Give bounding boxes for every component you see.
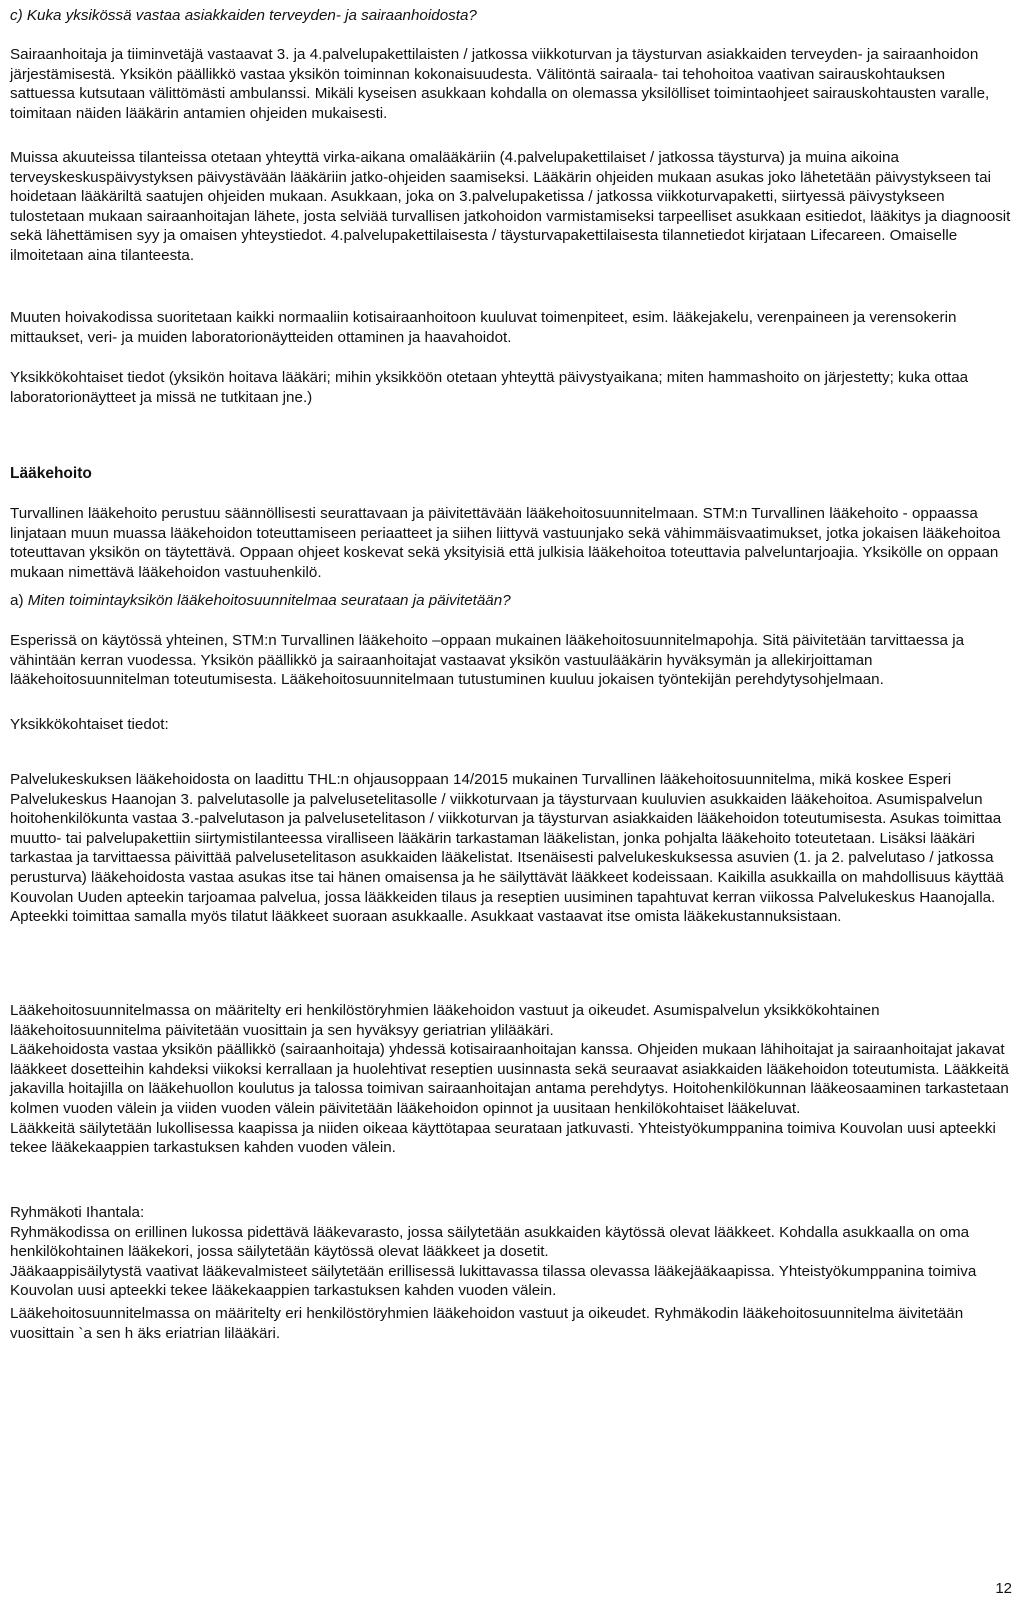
- question-a-text: Miten toimintayksikön lääkehoitosuunnitelmaa seurataan ja päivitetään?: [27, 592, 511, 609]
- paragraph-10-line-2: Ryhmäkodissa on erillinen lukossa pidettävä lääkevarasto, jossa säilytetään asukkaiden käytössä olevat lääkkeet. Kohdalla asukkaalla on oma henkilökohtainen lääkekori, jossa säilytetään käytössä olevat lääkkeet ja dosetit.: [10, 1223, 970, 1261]
- section-heading: Lääkehoito: [10, 465, 92, 482]
- paragraph-9-line-2: Lääkehoidosta vastaa yksikön päällikkö (sairaanhoitaja) yhdessä kotisairaanhoitajan kanssa. Ohjeiden mukaan lähihoitajat ja sairaanhoitajat jakavat lääkkeet dosetteihin kahdeksi viikoksi kerrallaan ja huolehtivat reseptien uusinnasta sekä seuraavat asiakkaiden lääkehoidon toteutumista. Lääkkeitä jakavilla hoitajilla on lääkehuollon koulutus ja talossa toimivan sairaanhoitajan antama perehdytys. Hoitohenkilökunnan lääkeosaaminen tarkastetaan kolmen vuoden välein ja viiden vuoden välein päivitetään lääkehoidon opinnot ja uusitaan henkilökohtaiset lääkeluvat.: [10, 1041, 1009, 1117]
- paragraph-9-line-3: Lääkkeitä säilytetään lukollisessa kaapissa ja niiden oikeaa käyttötapaa seurataan jatkuvasti. Yhteistyökumppanina toimiva Kouvolan uusi apteekki tekee lääkekaappien tarkastuksen kahden vuoden välein.: [10, 1119, 996, 1157]
- paragraph-3: Muuten hoivakodissa suoritetaan kaikki normaaliin kotisairaanhoitoon kuuluvat toimenpiteet, esim. lääkejakelu, verenpaineen ja verensokerin mittaukset, veri- ja muiden laboratorionäytteiden ottaminen ja haavahoidot.: [10, 309, 957, 346]
- paragraph-11: Lääkehoitosuunnitelmassa on määritelty eri henkilöstöryhmien lääkehoidon vastuut ja oikeudet. Ryhmäkodin lääkehoitosuunnitelma äivitetään vuosittain `a sen h äks eriatrian lilääkäri.: [10, 1305, 964, 1342]
- page-number: 12: [995, 1580, 1012, 1597]
- question-c: c) Kuka yksikössä vastaa asiakkaiden terveyden- ja sairaanhoidosta?: [10, 7, 477, 24]
- paragraph-group-1: [10, 1001, 1012, 1158]
- question-a: [10, 591, 511, 611]
- paragraph-10-line-1: Ryhmäkoti Ihantala:: [10, 1204, 145, 1221]
- paragraph-2: Muissa akuuteissa tilanteissa otetaan yhteyttä virka-aikana omalääkäriin (4.palvelupakettilaiset / jatkossa täysturva) ja muina aikoina terveyskeskuspäivystyksen päivystävään lääkäriin jatko-ohjeiden saamiseksi. Lääkärin ohjeiden mukaan asukas joko lähetetään päivystykseen tai hoidetaan lääkäriltä saatujen ohjeiden mukaan. Asukkaan, joka on 3.palvelupaketissa / jatkossa viikkoturvapaketti, siirtyessä päivystykseen tulostetaan mukaan sairaanhoitajan lähete, josta selviää turvallisen jatkohoidon varmistamiseksi tarpeelliset asukkaan esitiedot, lääkitys ja diagnoosit sekä lähettämisen syy ja omaisen yhteystiedot. 4.palvelupakettilaisesta / täysturvapakettilaisesta tilannetiedot kirjataan Lifecareen. Omaiselle ilmoitetaan aina tilanteesta.: [10, 149, 1011, 264]
- paragraph-8: Palvelukeskuksen lääkehoidosta on laadittu THL:n ohjausoppaan 14/2015 mukainen Turvallinen lääkehoitosuunnitelma, mikä koskee Esperi Palvelukeskus Haanojan 3. palvelutasolle ja palvelusetelitasolle / viikkoturvaan ja täysturvaan kuuluvien asukkaiden lääkehoitoa. Asumispalvelun hoitohenkilökunta vastaa 3.-palvelutason ja palvelusetelitason / viikkoturvan ja täysturvan asiakkaiden lääkehoidon toteutumisesta. Asukas toimittaa muutto- tai palvelupakettiin siirtymistilanteessa viralliseen lääkärin tarkastaman lääkelistan, jonka pohjalta lääkehoito toteutetaan. Lisäksi lääkäri tarkastaa ja tarvittaessa päivittää palvelusetelitason asukkaiden lääkelistat. Itsenäisesti palvelukeskuksessa asuvien (1. ja 2. palvelutaso / jatkossa perusturva) lääkehoidosta vastaa asukas itse tai hänen omaisensa ja he säilyttävät lääkkeet kodeissaan. Kaikilla asukkailla on mahdollisuus käyttää Kouvolan Uuden apteekin tarjoamaa palvelua, jossa lääkkeiden tilaus ja reseptien uusiminen tapahtuvat kerran viikossa Palvelukeskus Haanojalla. Apteekki toimittaa samalla myös tilatut lääkkeet suoraan asukkaalle. Asukkaat vastaavat itse omista lääkekustannuksistaan.: [10, 771, 1004, 926]
- question-a-prefix: a): [10, 592, 28, 609]
- paragraph-10-line-3: Jääkaappisäilytystä vaativat lääkevalmisteet säilytetään erillisessä lukittavassa tilassa olevassa lääkejääkaapissa. Yhteistyökumppanina toimiva Kouvolan uusi apteekki tekee lääkekaappien tarkastuksen kahden vuoden välein.: [10, 1262, 977, 1300]
- paragraph-1: Sairaanhoitaja ja tiiminvetäjä vastaavat 3. ja 4.palvelupakettilaisten / jatkossa viikkoturvan ja täysturvan asiakkaiden terveyden- ja sairaanhoidon järjestämisestä. Yksikön päällikkö vastaa yksikön toiminnan kokonaisuudesta. Välitöntä sairaala- tai tehohoitoa vaativan sairauskohtauksen sattuessa kutsutaan välittömästi ambulanssi. Mikäli kyseisen asukkaan kohdalla on olemassa yksilölliset toimintaohjeet sairauskohtausten varalle, toimitaan näiden lääkärin antamien ohjeiden mukaisesti.: [10, 46, 990, 122]
- paragraph-9-line-1: Lääkehoitosuunnitelmassa on määritelty eri henkilöstöryhmien lääkehoidon vastuut ja oikeudet. Asumispalvelun yksikkökohtainen lääkehoitosuunnitelma päivitetään vuosittain ja sen hyväksyy geriatrian ylilääkäri.: [10, 1002, 880, 1039]
- paragraph-7: Yksikkökohtaiset tiedot:: [10, 716, 169, 733]
- paragraph-group-2: [10, 1203, 1012, 1301]
- paragraph-6: Esperissä on käytössä yhteinen, STM:n Turvallinen lääkehoito –oppaan mukainen lääkehoitosuunnitelmapohja. Sitä päivitetään tarvittaessa ja vähintään kerran vuodessa. Yksikön päällikkö ja sairaanhoitajat vastaavat yksikön vastuulääkärin hyväksymän ja allekirjoittaman lääkehoitosuunnitelman toteutumisesta. Lääkehoitosuunnitelmaan tutustuminen kuuluu jokaisen työntekijän perehdytysohjelmaan.: [10, 632, 965, 689]
- paragraph-4: Yksikkökohtaiset tiedot (yksikön hoitava lääkäri; mihin yksikköön otetaan yhteyttä päivystyaikana; miten hammashoito on järjestetty; kuka ottaa laboratorionäytteet ja missä ne tutkitaan jne.): [10, 369, 969, 406]
- paragraph-5: Turvallinen lääkehoito perustuu säännöllisesti seurattavaan ja päivitettävään lääkehoitosuunnitelmaan. STM:n Turvallinen lääkehoito - oppaassa linjataan muun muassa lääkehoidon toteuttamiseen periaatteet ja siihen liittyvä vastuunjako sekä vähimmäisvaatimukset, jotka jokaisen lääkehoitoa toteuttavan yksikön on täytettävä. Oppaan ohjeet koskevat sekä yksityisiä että julkisia lääkehoitoa toteuttavia palveluntarjoajia. Yksikölle on oppaan mukaan nimettävä lääkehoidon vastuuhenkilö.: [10, 505, 1001, 581]
